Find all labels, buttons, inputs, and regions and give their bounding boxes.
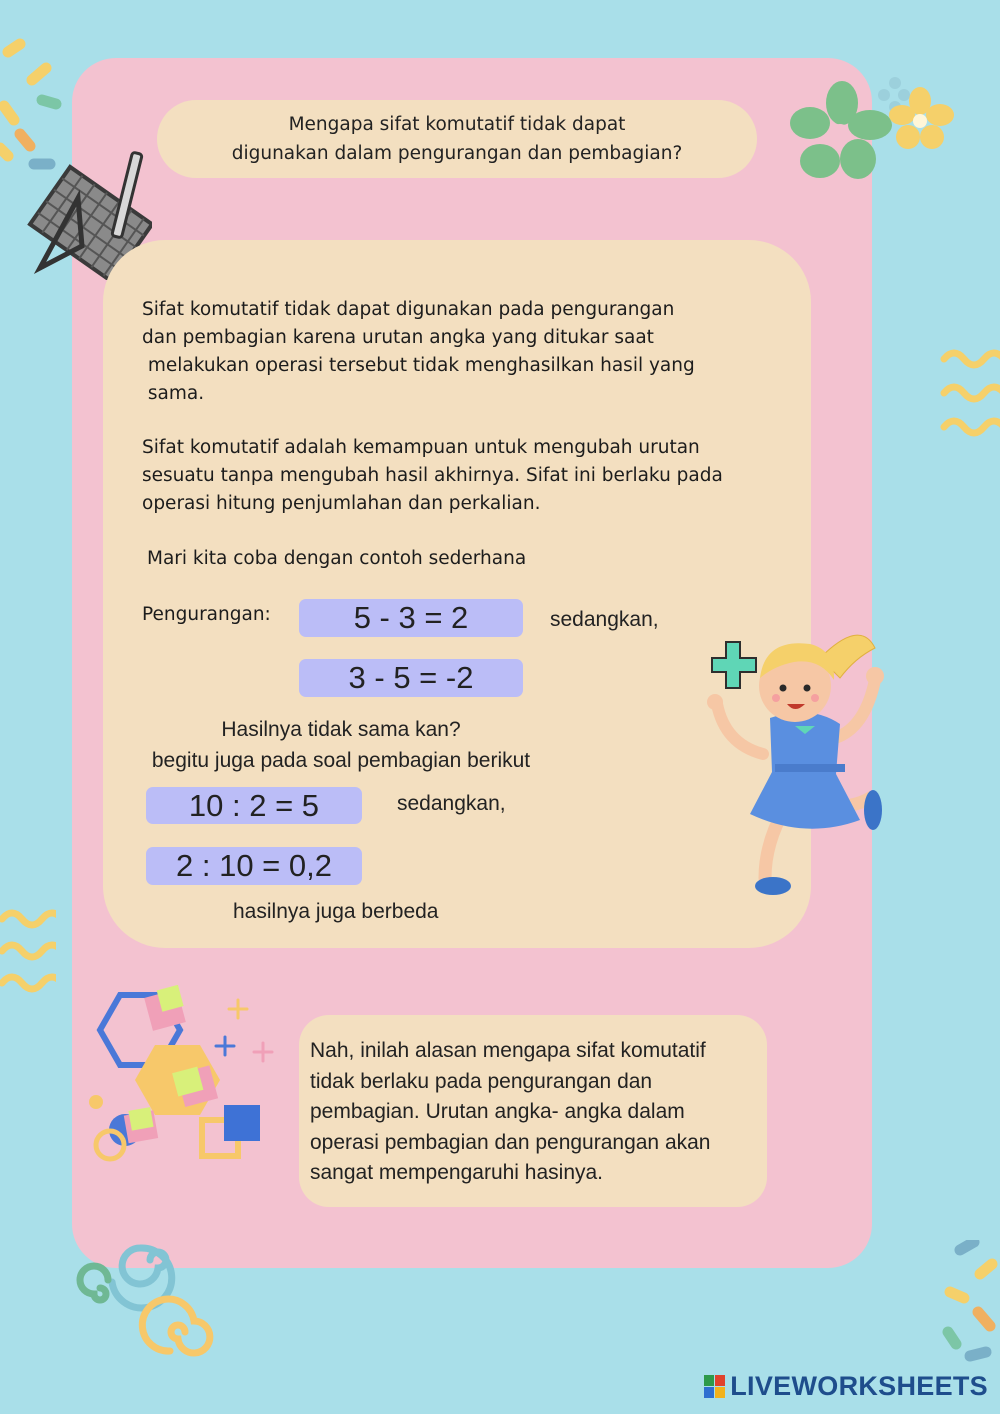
liveworksheets-brand	[704, 1371, 988, 1402]
decorative-dashes-bottom-right	[930, 1240, 1000, 1380]
decorative-wave-right	[940, 345, 1000, 445]
flower-icon	[780, 75, 980, 195]
question-line-2: digunakan dalam pengurangan dan pembagian?	[231, 143, 683, 164]
explanation-paragraph-1: Sifat komutatif tidak dapat digunakan pada pengurangan dan pembagian karena urutan angka yang ditukar saat melakukan operasi tersebut tidak menghasilkan hasil yang sama.	[142, 299, 695, 404]
subtraction-equation-2: 3 - 5 = -2	[299, 659, 523, 697]
conclusion-text: Nah, inilah alasan mengapa sifat komutatif tidak berlaku pada pengurangan dan pembagian. Urutan angka- angka dalam operasi pembagian dan pengurangan akan sangat mempengaruhi hasinya.	[310, 1039, 711, 1184]
spiral-decorations	[70, 1210, 240, 1380]
girl-illustration	[685, 618, 890, 908]
question-line-1: Mengapa sifat komutatif tidak dapat	[288, 114, 626, 135]
brand-name: LIVEWORKSHEETS	[730, 1371, 988, 1401]
division-equation-2: 2 : 10 = 0,2	[146, 847, 362, 885]
subtraction-label: Pengurangan:	[142, 604, 271, 625]
geometric-shapes-icon	[80, 985, 280, 1170]
division-equation-1: 10 : 2 = 5	[146, 787, 362, 824]
division-result: hasilnya juga berbeda	[233, 900, 439, 923]
transition-line-1: Hasilnya tidak sama kan?	[221, 718, 461, 741]
transition-line-2: begitu juga pada soal pembagian berikut	[151, 749, 531, 772]
example-intro: Mari kita coba dengan contoh sederhana	[147, 548, 527, 569]
explanation-paragraph-2: Sifat komutatif adalah kemampuan untuk mengubah urutan sesuatu tanpa mengubah hasil akhirnya. Sifat ini berlaku pada operasi hitung penjumlahan dan perkalian.	[142, 437, 723, 514]
subtraction-connector: sedangkan,	[550, 608, 659, 631]
subtraction-equation-1: 5 - 3 = 2	[299, 599, 523, 637]
decorative-wave-left	[0, 905, 56, 995]
division-connector: sedangkan,	[397, 792, 506, 815]
question-heading	[157, 100, 757, 178]
liveworksheets-logo-icon	[704, 1375, 726, 1399]
